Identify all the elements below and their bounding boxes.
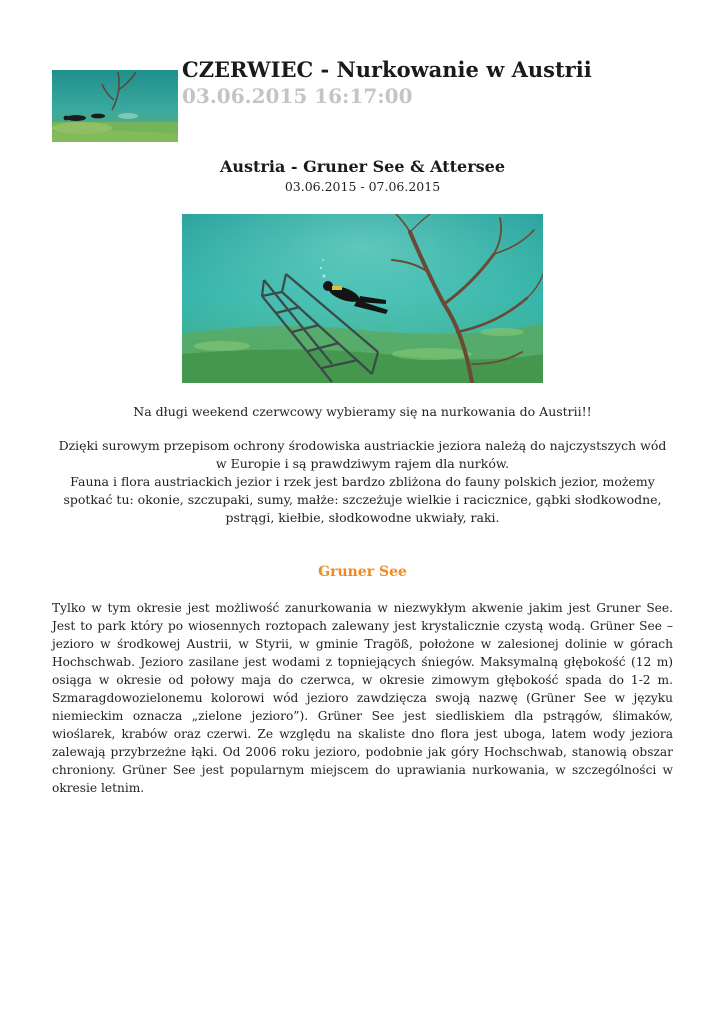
event-title: Austria - Gruner See & Attersee (219, 157, 506, 176)
section-body: Tylko w tym okresie jest możliwość zanurkowania w niezwykłym akwenie jakim jest Gruner See. Jest to park który po wiosennych roztopach zalewany jest krystalicznie czystą wodą. Grüner See – jezioro w środkowej Austrii, w Styrii, w gminie Tragöß, położone w zalesionej dolinie w górach Hochschwab. Jezioro zasilane jest wodami z topniejących śniegów. Maksymalną głębokość (12 m) osiąga w okresie od połowy maja do czerwca, w okresie zimowym głębokość spada do 1-2 m. Szmaragdowozielonemu kolorowi wód jezioro zawdzięcza swoją nazwę (Grüner See w języku niemieckim oznacza „zielone jezioro”). Grüner See jest siedliskiem dla pstrągów, ślimaków, wioślarek, krabów oraz czerwi. Ze względu na skaliste dno flora jest uboga, latem wody jeziora zalewają przybrzeżne łąki. Od 2006 roku jezioro, podobnie jak góry Hochschwab, stanowią obszar chroniony. Grüner See jest popularnym miejscem do uprawiania nurkowania, w szczególności w okresie letnim. (52, 601, 673, 795)
hero-underwater-image (182, 214, 543, 383)
post-datetime: 03.06.2015 16:17:00 (182, 84, 413, 108)
post-title: CZERWIEC - Nurkowanie w Austrii (182, 57, 592, 82)
intro-paragraph-1: Dzięki surowym przepisom ochrony środowiska austriackie jeziora należą do najczystszych wód w Europie i są prawdziwym rajem dla nurków. (58, 438, 667, 471)
intro-line: Na długi weekend czerwcowy wybieramy się na nurkowania do Austrii!! (133, 404, 592, 419)
event-dates: 03.06.2015 - 07.06.2015 (284, 179, 441, 194)
section-heading: Gruner See (318, 564, 407, 580)
intro-paragraph-2: Fauna i flora austriackich jezior i rzek jest bardzo zbliżona do fauny polskich jezior, możemy spotkać tu: okonie, szczupaki, sumy, małże: szczeżuje wielkie i racicznice, gąbki słodkowodne, pstrągi, kiełbie, słodkowodne ukwiały, raki. (63, 474, 662, 525)
intro-paragraph (52, 437, 673, 527)
post-thumbnail-image (52, 70, 178, 142)
